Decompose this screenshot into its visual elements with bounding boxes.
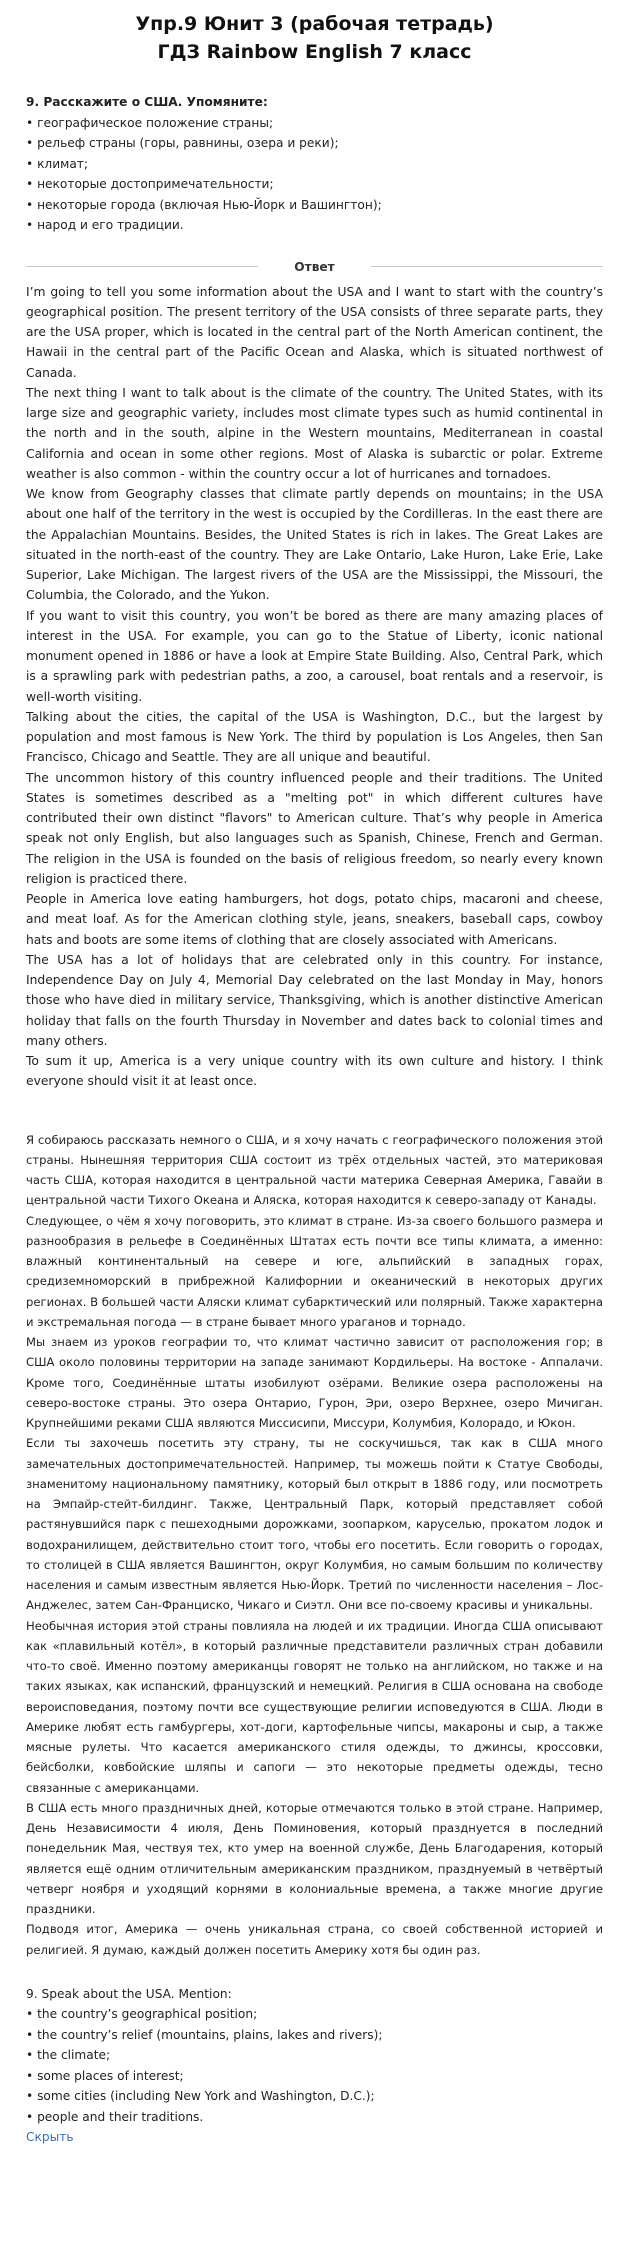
answer-ru-paragraph: Подводя итог, Америка — очень уникальная страна, со своей собственной историей и религией. Я думаю, каждый должен посетить Америку хотя бы один раз. [26,1922,603,1957]
divider-line-right [371,266,603,267]
task-ru-heading: 9. Расскажите о США. Упомяните: [26,95,268,109]
task-en-item: • the climate; [26,2048,111,2063]
answer-en-paragraph: We know from Geography classes that climate partly depends on mountains; in the USA about one half of the territory in the west is occupied by the Cordilleras. In the east there are the Appalachian Mountains. Besides, the United States is rich in lakes. The Great Lakes are situated in the north-east of the country. They are Lake Ontario, Lake Huron, Lake Erie, Lake Superior, Lake Michigan. The largest rivers of the USA are the Mississippi, the Missouri, the Columbia, the Colorado, and the Yukon. [26,487,603,603]
answer-en-paragraph: People in America love eating hamburgers, hot dogs, potato chips, macaroni and cheese, and meat loaf. As for the American clothing style, jeans, sneakers, baseball caps, cowboy hats and boots are some items of clothing that are closely associated with Americans. [26,892,603,947]
task-ru-list [26,113,603,236]
task-en-heading: 9. Speak about the USA. Mention: [26,1986,232,2001]
answer-en-paragraph: To sum it up, America is a very unique country with its own culture and history. I think everyone should visit it at least once. [26,1054,603,1089]
task-ru [26,92,603,236]
page-title-line-1: Упр.9 Юнит 3 (рабочая тетрадь) [135,13,494,35]
task-ru-item: • некоторые города (включая Нью-Йорк и Вашингтон); [26,197,382,212]
task-ru-item: • рельеф страны (горы, равнины, озера и реки); [26,136,339,150]
task-en-item: • people and their traditions. [26,2109,204,2124]
task-en-list [26,2004,603,2127]
answer-ru-paragraph: Мы знаем из уроков географии то, что климат частично зависит от расположения гор; в США около половины территории на западе занимают Кордильеры. На востоке - Аппалачи. Кроме того, Соединённые штаты изобилуют озёрами. Великие озера расположены на северо-востоке страны. Это озера Онтарио, Гурон, Эри, озеро Верхнее, озеро Мичиган. Крупнейшими реками США являются Миссисипи, Миссури, Колумбия, Колорадо, и Юкон. [26,1335,603,1430]
task-en [26,1984,603,2148]
answer-en-paragraph: Talking about the cities, the capital of the USA is Washington, D.C., but the largest by population and most famous is New York. The third by population is Los Angeles, then San Francisco, Chicago and Seattle. They are all unique and beautiful. [26,709,603,765]
page-title [26,10,603,66]
answer-en-paragraph: The next thing I want to talk about is the climate of the country. The United States, with its large size and geographic variety, includes most climate types such as humid continental in the north and in the south, alpine in the Western mountains, Mediterranean in coastal California and ocean in some other regions. Most of Alaska is subarctic or polar. Extreme weather is also common - within the country occur a lot of hurricanes and tornadoes. [26,385,603,481]
answer-russian [26,1130,603,1960]
task-ru-item: • народ и его традиции. [26,218,184,232]
task-en-item: • some cities (including New York and Washington, D.C.); [26,2089,375,2104]
task-en-item: • the country’s relief (mountains, plains, lakes and rivers); [26,2027,383,2042]
task-ru-item: • некоторые достопримечательности; [26,177,274,191]
divider-line-left [26,266,258,267]
answer-en-paragraph: The uncommon history of this country influenced people and their traditions. The United States is sometimes described as a "melting pot" in which different cultures have contributed their own distinct "flavors" to American culture. That’s why people in America speak not only English, but also languages such as Spanish, Chinese, French and German. The religion in the USA is founded on the basis of religious freedom, so nearly every known religion is practiced there. [26,770,603,886]
task-ru-item: • географическое положение страны; [26,115,274,130]
task-en-item: • the country’s geographical position; [26,2007,258,2022]
answer-ru-paragraph: Следующее, о чём я хочу поговорить, это климат в стране. Из-за своего большого размера и разнообразия в рельефе в Соединённых Штатах есть почти все типы климата, а именно: влажный континентальный на севере и юге, альпийский в западных горах, средиземноморский в прибрежной Калифорнии и океанический в некоторых других регионах. В большей части Аляски климат субарктический или полярный. Также характерна и экстремальная погода — в стране бывает много ураганов и торнадо. [26,1213,603,1329]
answer-ru-paragraph: Необычная история этой страны повлияла на людей и их традиции. Иногда США описывают как «плавильный котёл», в который различные представители различных стран добавили что-то своё. Именно поэтому американцы говорят не только на английском, но также и на таких языках, как испанский, французский и немецкий. Религия в США основана на свободе вероисповедания, поэтому почти все существующие религии исповедуются в США. Люди в Америке любят есть гамбургеры, хот-доги, картофельные чипсы, макароны и сыр, а также мясные рулеты. Что касается американского стиля одежды, то джинсы, кроссовки, бейсболки, ковбойские шляпы и сапоги — это некоторые предметы одежды, тесно связанные с американцами. [26,1618,603,1795]
answer-ru-paragraph: В США есть много праздничных дней, которые отмечаются только в этой стране. Например, День Независимости 4 июля, День Поминовения, который празднуется в последний понедельник Мая, чествуя тех, кто умер на военной службе, День Благодарения, который является ещё одним отличительным американским праздником, празднуемый в четвёртый четверг ноября и уходящий корнями в колониальные времена, а также многие другие праздники. [26,1800,603,1916]
answer-english [26,282,603,1092]
answer-ru-paragraph: Я собираюсь рассказать немного о США, и я хочу начать с географического положения этой страны. Нынешняя территория США состоит из трёх отдельных частей, это материковая часть США, которая находится в центральной части материка Северная Америка, Гавайи в центральной части Тихого Океана и Аляска, которая находится к северо-западу от Канады. [26,1132,603,1208]
task-ru-item: • климат; [26,156,89,171]
page-title-line-2: ГДЗ Rainbow English 7 класс [157,41,472,63]
answer-ru-paragraph: Если ты захочешь посетить эту страну, ты не соскучишься, так как в США много замечательных достопримечательностей. Например, ты можешь пойти к Статуе Свободы, знаменитому национальному памятнику, который был открыт в 1886 году, или посмотреть на Эмпайр-стейт-билдинг. Также, Центральный Парк, который представляет собой растянувшийся парк с пешеходными дорожками, зоопарком, каруселью, прокатом лодок и водохранилищем, действительно стоит того, чтобы его посетить. Если говорить о городах, то столицей в США является Вашингтон, округ Колумбия, но самым большим по количеству населения и самым известным является Нью-Йорк. Третий по численности населения – Лос-Анджелес, затем Сан-Франциско, Чикаго и Сиэтл. Они все по-своему красивы и уникальны. [26,1436,603,1613]
answer-label: Ответ [294,259,335,274]
task-en-item: • some places of interest; [26,2068,184,2083]
answer-divider [26,260,603,274]
hide-answer-link[interactable]: Скрыть [26,2130,74,2145]
answer-en-paragraph: The USA has a lot of holidays that are celebrated only in this country. For instance, Independence Day on July 4, Memorial Day celebrated on the last Monday in May, honors those who have died in military service, Thanksgiving, which is another distinctive American holiday that falls on the fourth Thursday in November and dates back to colonial times and many others. [26,952,603,1048]
answer-en-paragraph: I’m going to tell you some information about the USA and I want to start with the country’s geographical position. The present territory of the USA consists of three separate parts, they are the USA proper, which is located in the central part of the North American continent, the Hawaii in the central part of the Pacific Ocean and Alaska, which is situated northwest of Canada. [26,284,603,380]
section-gap [26,1092,603,1130]
answer-en-paragraph: If you want to visit this country, you won’t be bored as there are many amazing places of interest in the USA. For example, you can go to the Statue of Liberty, iconic national monument opened in 1886 or have a look at Empire State Building. Also, Central Park, which is a sprawling park with pedestrian paths, a zoo, a carousel, boat rentals and a reservoir, is well-worth visiting. [26,608,603,704]
